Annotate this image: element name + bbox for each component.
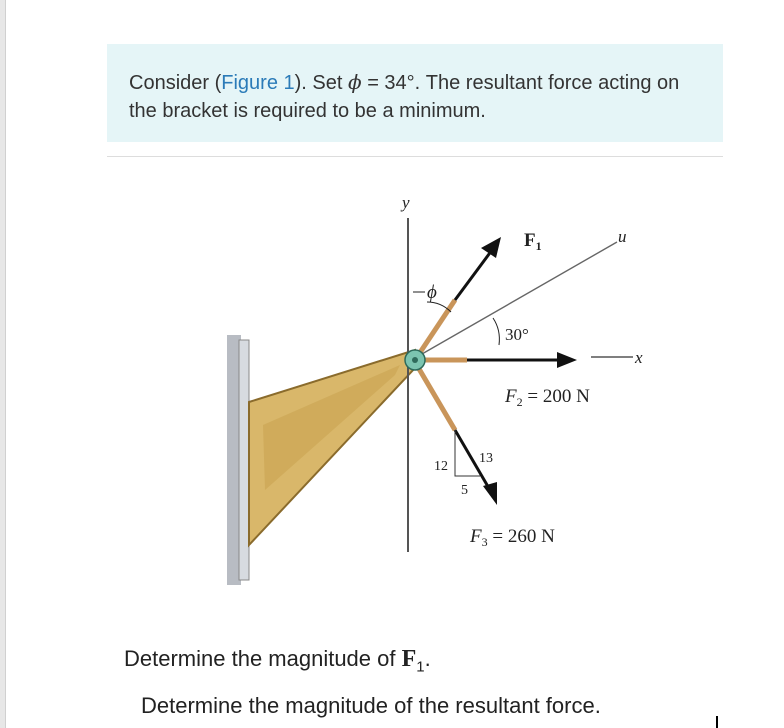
phi-label: ϕ bbox=[427, 282, 437, 303]
f1-label: $F_1$ bbox=[524, 230, 542, 253]
f3-arrowhead bbox=[483, 482, 497, 505]
q1-suffix: . bbox=[424, 646, 431, 671]
prompt-intro: Consider ( bbox=[129, 72, 222, 94]
f1-arrowhead bbox=[481, 237, 501, 258]
divider bbox=[107, 156, 723, 157]
phi-symbol: ϕ bbox=[348, 70, 362, 94]
x-axis-label: x bbox=[635, 348, 643, 367]
slope-12: 12 bbox=[434, 459, 448, 474]
left-border bbox=[0, 0, 6, 728]
angle-label: 30° bbox=[505, 325, 529, 344]
pin-center bbox=[412, 357, 418, 363]
y-axis-label: y bbox=[402, 193, 410, 212]
question-1 bbox=[124, 646, 431, 675]
f3-label: $F_3 = 260$ N bbox=[470, 526, 555, 549]
f2-arrowhead bbox=[557, 352, 577, 368]
slope-13: 13 bbox=[479, 451, 493, 466]
f2-label: $F_2 = 200$ N bbox=[505, 386, 590, 409]
problem-statement bbox=[107, 44, 723, 142]
wall-plate bbox=[239, 340, 249, 580]
rope-f1 bbox=[415, 300, 455, 360]
slope-5: 5 bbox=[461, 483, 468, 498]
figure-link[interactable]: Figure 1 bbox=[221, 72, 295, 94]
angle-arc bbox=[493, 318, 499, 345]
prompt-after-link: ). Set bbox=[294, 72, 348, 94]
bracket-figure bbox=[205, 190, 655, 590]
u-axis-label: u bbox=[618, 227, 627, 246]
q1-prefix: Determine the magnitude of bbox=[124, 646, 402, 671]
text-cursor bbox=[716, 716, 718, 728]
q1-f: F bbox=[401, 646, 417, 672]
f1-arrow bbox=[455, 246, 495, 300]
q1-sub: 1 bbox=[416, 658, 425, 676]
rope-f3 bbox=[415, 362, 455, 430]
question-2: Determine the magnitude of the resultant force. bbox=[141, 693, 601, 718]
prompt-equation: = 34°. The resultant force acting on the bracket is required to be a minimum. bbox=[129, 72, 680, 122]
